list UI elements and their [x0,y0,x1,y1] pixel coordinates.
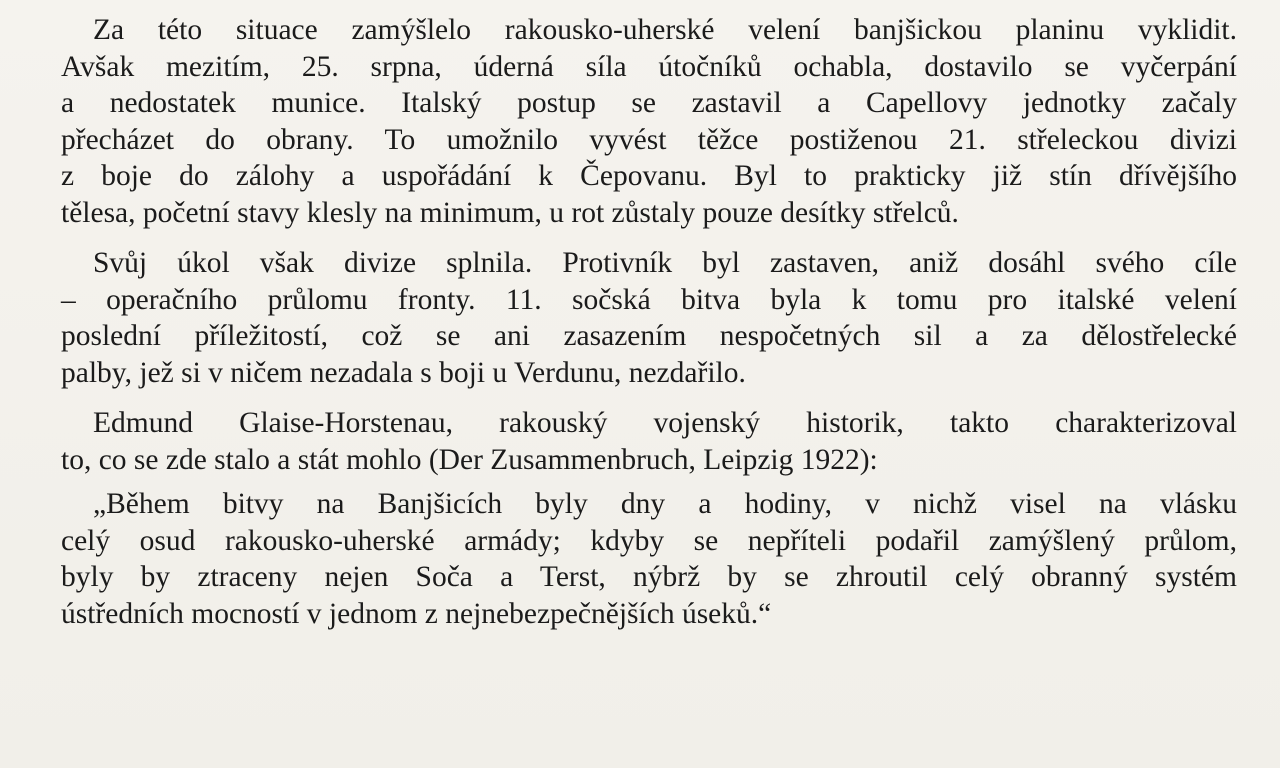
text-line: Za této situace zamýšlelo rakousko-uherské velení banjšickou planinu vyklidit. [93,14,1237,46]
text-line: palby, jež si v ničem nezadala s boji u Verdunu, nezdařilo. [61,356,746,389]
text-line: Edmund Glaise-Horstenau, rakouský vojenský historik, takto charakterizoval [93,407,1237,439]
text-line: přecházet do obrany. To umožnilo vyvést těžce postiženou 21. střeleckou divizi [61,123,1237,156]
text-line: poslední příležitostí, což se ani zasazením nespočetných sil a za dělostřelecké [61,320,1237,352]
text-line: celý osud rakousko-uherské armády; kdyby se nepříteli podařil zamýšlený průlom, [61,524,1237,557]
quote-paragraph [61,486,1237,632]
text-line: „Během bitvy na Banjšicích byly dny a hodiny, v nichž visel na vlásku [93,488,1237,520]
text-line: tělesa, početní stavy klesly na minimum, u rot zůstaly pouze desítky střelců. [61,196,959,229]
text-line: a nedostatek munice. Italský postup se zastavil a Capellovy jednotky začaly [61,87,1237,119]
paragraph-2 [61,245,1237,391]
paragraph-3 [61,405,1237,478]
text-line: z boje do zálohy a uspořádání k Čepovanu. Byl to prakticky již stín dřívějšího [61,160,1237,192]
page-text [61,12,1237,632]
text-line: byly by ztraceny nejen Soča a Terst, nýbrž by se zhroutil celý obranný systém [61,561,1237,593]
text-line: Avšak mezitím, 25. srpna, úderná síla útočníků ochabla, dostavilo se vyčerpání [61,50,1237,83]
text-line: – operačního průlomu fronty. 11. sočská bitva byla k tomu pro italské velení [61,283,1237,316]
text-line: ústředních mocností v jednom z nejnebezpečnějších úseků.“ [61,597,772,630]
text-line: to, co se zde stalo a stát mohlo (Der Zusammenbruch, Leipzig 1922): [61,443,878,476]
text-line: Svůj úkol však divize splnila. Protivník byl zastaven, aniž dosáhl svého cíle [93,247,1237,279]
paragraph-1 [61,12,1237,231]
